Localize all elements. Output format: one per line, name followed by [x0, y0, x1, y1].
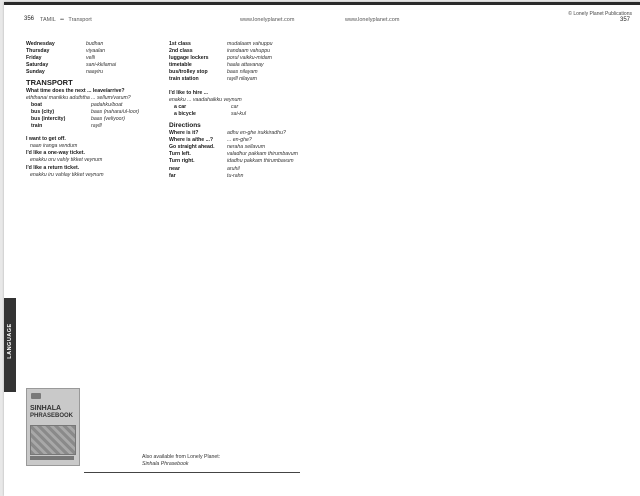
- direction-ta: idadhu pakkam thirumbavum: [227, 158, 294, 165]
- hire-row: [169, 104, 309, 111]
- direction-row: [169, 151, 309, 158]
- mode-ta: rayill: [91, 123, 102, 130]
- direction-ta: valadhur pakkam thirumbavum: [227, 151, 298, 158]
- day-en: Sunday: [26, 69, 45, 76]
- direction-ta: adhu en-ghe irukkiradhu?: [227, 130, 286, 137]
- day-ta: velli: [86, 55, 95, 62]
- direction-en: far: [169, 172, 176, 179]
- left-url[interactable]: www.lonelyplanet.com: [240, 17, 295, 23]
- day-en: Friday: [26, 55, 42, 62]
- phrase-ta: naan iranga vendum: [30, 143, 78, 150]
- available-line-1: Also available from Lonely Planet:: [142, 454, 221, 460]
- direction-row: [169, 166, 309, 173]
- direction-ta: aruhil: [227, 165, 240, 172]
- day-row: [26, 48, 166, 55]
- direction-ta: tu-rahn: [227, 172, 244, 179]
- phrase-ta: enakku oru vahly tikket veynum: [30, 157, 103, 164]
- day-en: Saturday: [26, 62, 49, 69]
- left-page-number: 356: [24, 16, 35, 22]
- directions-heading: Directions: [169, 121, 201, 129]
- day-row: [26, 41, 166, 48]
- day-ta: budhan: [86, 41, 104, 47]
- direction-en: near: [169, 165, 180, 172]
- vocab-en: train station: [169, 76, 199, 83]
- mode-row: [26, 116, 166, 123]
- book-title-1: SINHALA: [30, 405, 62, 412]
- right-url[interactable]: www.lonelyplanet.com: [345, 17, 400, 23]
- day-en: Thursday: [26, 48, 50, 55]
- direction-en: Turn right.: [169, 158, 195, 165]
- day-ta: viyaalan: [86, 48, 106, 55]
- mode-row: [26, 102, 166, 109]
- transport-heading: TRANSPORT: [26, 78, 73, 88]
- available-line-2: Sinhala Phrasebook: [142, 460, 189, 467]
- direction-row: [169, 144, 309, 151]
- day-ta: naayiru: [86, 69, 104, 76]
- vocab-row: [169, 76, 309, 83]
- section-name: TAMIL: [40, 17, 56, 23]
- mode-ta: baas (nahara/ul-loor): [91, 108, 140, 115]
- vocab-row: [169, 55, 309, 62]
- right-page-number: 357: [619, 17, 630, 23]
- vocab-en: luggage lockers: [169, 55, 209, 62]
- mode-ta: baas (veliyoor): [91, 115, 126, 122]
- copyright-notice: © Lonely Planet Publications: [568, 11, 632, 17]
- sinhala-phrasebook-cover[interactable]: [26, 388, 80, 466]
- column-2: [169, 41, 309, 180]
- header-separator: ••: [60, 17, 64, 23]
- hire-phrase-en: I'd like to hire ...: [169, 89, 208, 96]
- side-tab-label: LANGUAGE: [7, 323, 13, 359]
- day-row: [26, 62, 166, 69]
- cover-strip: [30, 456, 74, 460]
- hire-en: a bicycle: [174, 110, 196, 117]
- day-row: [26, 69, 166, 76]
- phrase-ta: enakku iru vahlay tikket veynum: [30, 171, 104, 178]
- vocab-en: 1st class: [169, 41, 191, 47]
- direction-row: [169, 173, 309, 180]
- mode-en: train: [31, 123, 43, 130]
- hire-en: a car: [174, 103, 187, 110]
- mode-en: boat: [31, 101, 42, 108]
- mode-row: [26, 109, 166, 116]
- direction-en: Turn left.: [169, 151, 191, 158]
- day-en: Wednesday: [26, 41, 55, 47]
- vocab-row: [169, 48, 309, 55]
- vocab-row: [169, 41, 309, 48]
- day-ta: sani-kkilamai: [86, 62, 116, 69]
- vocab-ta: irandaam vahuppu: [227, 48, 270, 55]
- hire-ta: sai-kul: [231, 110, 246, 117]
- vocab-row: [169, 62, 309, 69]
- vocab-en: bus/trolley stop: [169, 69, 208, 76]
- direction-row: [169, 137, 309, 144]
- vocab-en: timetable: [169, 62, 192, 69]
- direction-en: Where is a/the ...?: [169, 137, 214, 144]
- phrase-en: I want to get off.: [26, 136, 66, 143]
- footer-rule: [84, 472, 300, 473]
- vocab-ta: baas nilayam: [227, 69, 258, 76]
- mode-en: bus (intercity): [31, 115, 66, 122]
- cover-artwork: [30, 425, 76, 455]
- book-title-2: PHRASEBOOK: [30, 413, 74, 419]
- column-1: [26, 41, 166, 179]
- language-side-tab[interactable]: [4, 298, 16, 392]
- day-row: [26, 55, 166, 62]
- section-title: Transport: [68, 17, 92, 23]
- phrase-en: I'd like a return ticket.: [26, 164, 80, 171]
- phrase-ta: eththanai manikku aduththa ... sellum/varum?: [26, 94, 131, 101]
- hire-phrase-ta: enakku ... vaadahaikku veynum: [169, 96, 242, 103]
- direction-ta: neraha sellavum: [227, 144, 266, 151]
- direction-row: [169, 158, 309, 165]
- vocab-ta: mudalaam vahuppu: [227, 41, 273, 47]
- running-header: [40, 17, 92, 23]
- direction-ta: ... en-ghe?: [227, 137, 252, 144]
- hire-row: [169, 111, 309, 118]
- mode-ta: padahku/boat: [91, 101, 123, 108]
- vocab-ta: rayill nilayam: [227, 76, 257, 83]
- top-rule: [4, 2, 640, 5]
- mode-row: [26, 123, 166, 130]
- vocab-en: 2nd class: [169, 48, 193, 55]
- direction-en: Go straight ahead.: [169, 144, 215, 151]
- direction-en: Where is it?: [169, 130, 199, 137]
- phrase-en: What time does the next ... leave/arrive?: [26, 87, 125, 94]
- vocab-ta: haala attavanay: [227, 62, 264, 69]
- direction-row: [169, 130, 309, 137]
- vocab-row: [169, 69, 309, 76]
- hire-ta: car: [231, 103, 239, 110]
- book-page: [4, 2, 640, 496]
- phrase-en: I'd like a one-way ticket.: [26, 150, 85, 157]
- lonely-planet-logo-icon: [31, 393, 41, 399]
- mode-en: bus (city): [31, 108, 55, 115]
- vocab-ta: porul vaikku-midam: [227, 55, 272, 62]
- also-available-note: [142, 454, 220, 467]
